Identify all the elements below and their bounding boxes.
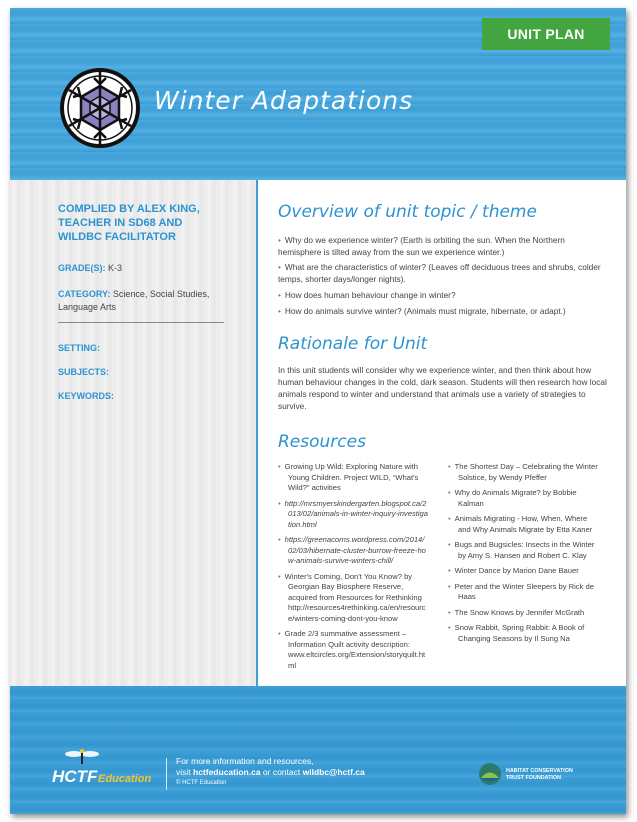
category-label: CATEGORY: bbox=[58, 289, 111, 299]
resource-link[interactable]: • http://mrsmyerskindergarten.blogspot.ca/2013/02/animals-in-winter-inquiry-investigation.html bbox=[278, 498, 428, 529]
footer-contact bbox=[176, 756, 365, 789]
resources-left-column bbox=[278, 462, 428, 671]
resource-item: • Winter Dance by Marion Dane Bauer bbox=[448, 566, 579, 575]
overview-bullet: • Why do we experience winter? (Earth is orbiting the sun. When the Northern hemisphere is tilted away from the sun we experience winter.) bbox=[278, 235, 565, 257]
category-value: Science, Social Studies, Language Arts bbox=[58, 289, 210, 312]
sidebar-divider bbox=[58, 322, 224, 323]
header-banner bbox=[10, 8, 626, 180]
unit-plan-page bbox=[10, 8, 626, 814]
overview-bullet: • How do animals survive winter? (Animals must migrate, hibernate, or adapt.) bbox=[278, 306, 566, 316]
footer-line2: visit hctfeducation.ca or contact wildbc@hctf.ca bbox=[176, 767, 365, 777]
overview-heading: Overview of unit topic / theme bbox=[278, 202, 537, 222]
email-link[interactable]: wildbc@hctf.ca bbox=[302, 767, 365, 777]
resources-heading: Resources bbox=[278, 432, 366, 452]
overview-bullet: • How does human behaviour change in winter? bbox=[278, 290, 456, 300]
keywords-row bbox=[58, 390, 238, 403]
hctf-foundation-logo bbox=[478, 758, 598, 790]
resource-item: • Snow Rabbit, Spring Rabbit: A Book of Changing Seasons by Il Sung Na bbox=[448, 623, 585, 643]
rationale-text: In this unit students will consider why we experience winter, and then think about how human behaviour changes in the cold, dark season. Students will then research how local animals respond to winter and understand that animals use a variety of strategies to survive. bbox=[278, 365, 607, 411]
footer-line1: For more information and resources, bbox=[176, 756, 314, 766]
dragonfly-icon bbox=[65, 749, 99, 764]
subjects-label: SUBJECTS: bbox=[58, 367, 110, 377]
resource-item: • The Shortest Day – Celebrating the Winter Solstice, by Wendy Pfeffer bbox=[448, 462, 598, 482]
resource-item: • Winter's Coming, Don't You Know? by Georgian Bay Biosphere Reserve, acquired from Resources for Rethinking http://resources4rethinking.ca/en/resource/winters-coming-dont-you-know bbox=[278, 571, 426, 623]
website-link[interactable]: hctfeducation.ca bbox=[193, 767, 261, 777]
main-content bbox=[258, 180, 626, 686]
category-row bbox=[58, 288, 238, 314]
subjects-row bbox=[58, 366, 238, 379]
resource-item: • Growing Up Wild: Exploring Nature with Young Children. Project WILD, “What's Wild?” activities bbox=[278, 462, 419, 492]
unit-plan-badge: UNIT PLAN bbox=[482, 18, 610, 50]
resources-right-column bbox=[448, 462, 598, 644]
resource-item: • Grade 2/3 summative assessment – Information Quilt activity description: www.eltcircles.org/Extension/storyquilt.html bbox=[278, 629, 426, 670]
hctf-logo-text: HCTF bbox=[52, 767, 98, 786]
setting-row bbox=[58, 342, 238, 355]
resource-item: • Peter and the Winter Sleepers by Rick de Haas bbox=[448, 581, 594, 601]
foundation-name-line1: HABITAT CONSERVATION bbox=[506, 768, 573, 774]
education-logo-text: Education bbox=[98, 773, 152, 785]
copyright: © HCTF Education bbox=[176, 780, 227, 786]
page-title: Winter Adaptations bbox=[154, 86, 414, 115]
resource-item: • Bugs and Bugsicles: Insects in the Winter by Amy S. Hansen and Robert C. Klay bbox=[448, 540, 595, 560]
hctf-education-logo bbox=[50, 748, 170, 788]
compiled-by: COMPLIED BY ALEX KING, TEACHER IN SD68 AND WILDBC FACILITATOR bbox=[58, 203, 200, 243]
snowflake-logo-icon bbox=[58, 66, 142, 150]
footer-banner bbox=[10, 686, 626, 814]
grade-value: K-3 bbox=[108, 263, 123, 273]
footer-divider bbox=[166, 758, 167, 790]
overview-bullet: • What are the characteristics of winter? (Leaves off deciduous trees and shrubs, colder temps, shorter days/longer nights). bbox=[278, 262, 601, 284]
keywords-label: KEYWORDS: bbox=[58, 391, 114, 401]
setting-label: SETTING: bbox=[58, 343, 100, 353]
resource-link[interactable]: • https://greenacorns.wordpress.com/2014/02/03/hibernate-cluster-burrow-freeze-how-animals-survive-winters-chill/ bbox=[278, 535, 426, 565]
grade-row bbox=[58, 262, 238, 275]
resource-item: • Animals Migrating - How, When, Where and Why Animals Migrate by Etta Kaner bbox=[448, 514, 593, 534]
info-sidebar bbox=[10, 180, 256, 686]
foundation-name-line2: TRUST FOUNDATION bbox=[506, 775, 561, 781]
resource-item: • Why do Animals Migrate? by Bobbie Kalman bbox=[448, 488, 577, 508]
grade-label: GRADE(S): bbox=[58, 263, 106, 273]
resource-item: • The Snow Knows by Jennifer McGrath bbox=[448, 607, 585, 617]
rationale-heading: Rationale for Unit bbox=[278, 334, 428, 354]
